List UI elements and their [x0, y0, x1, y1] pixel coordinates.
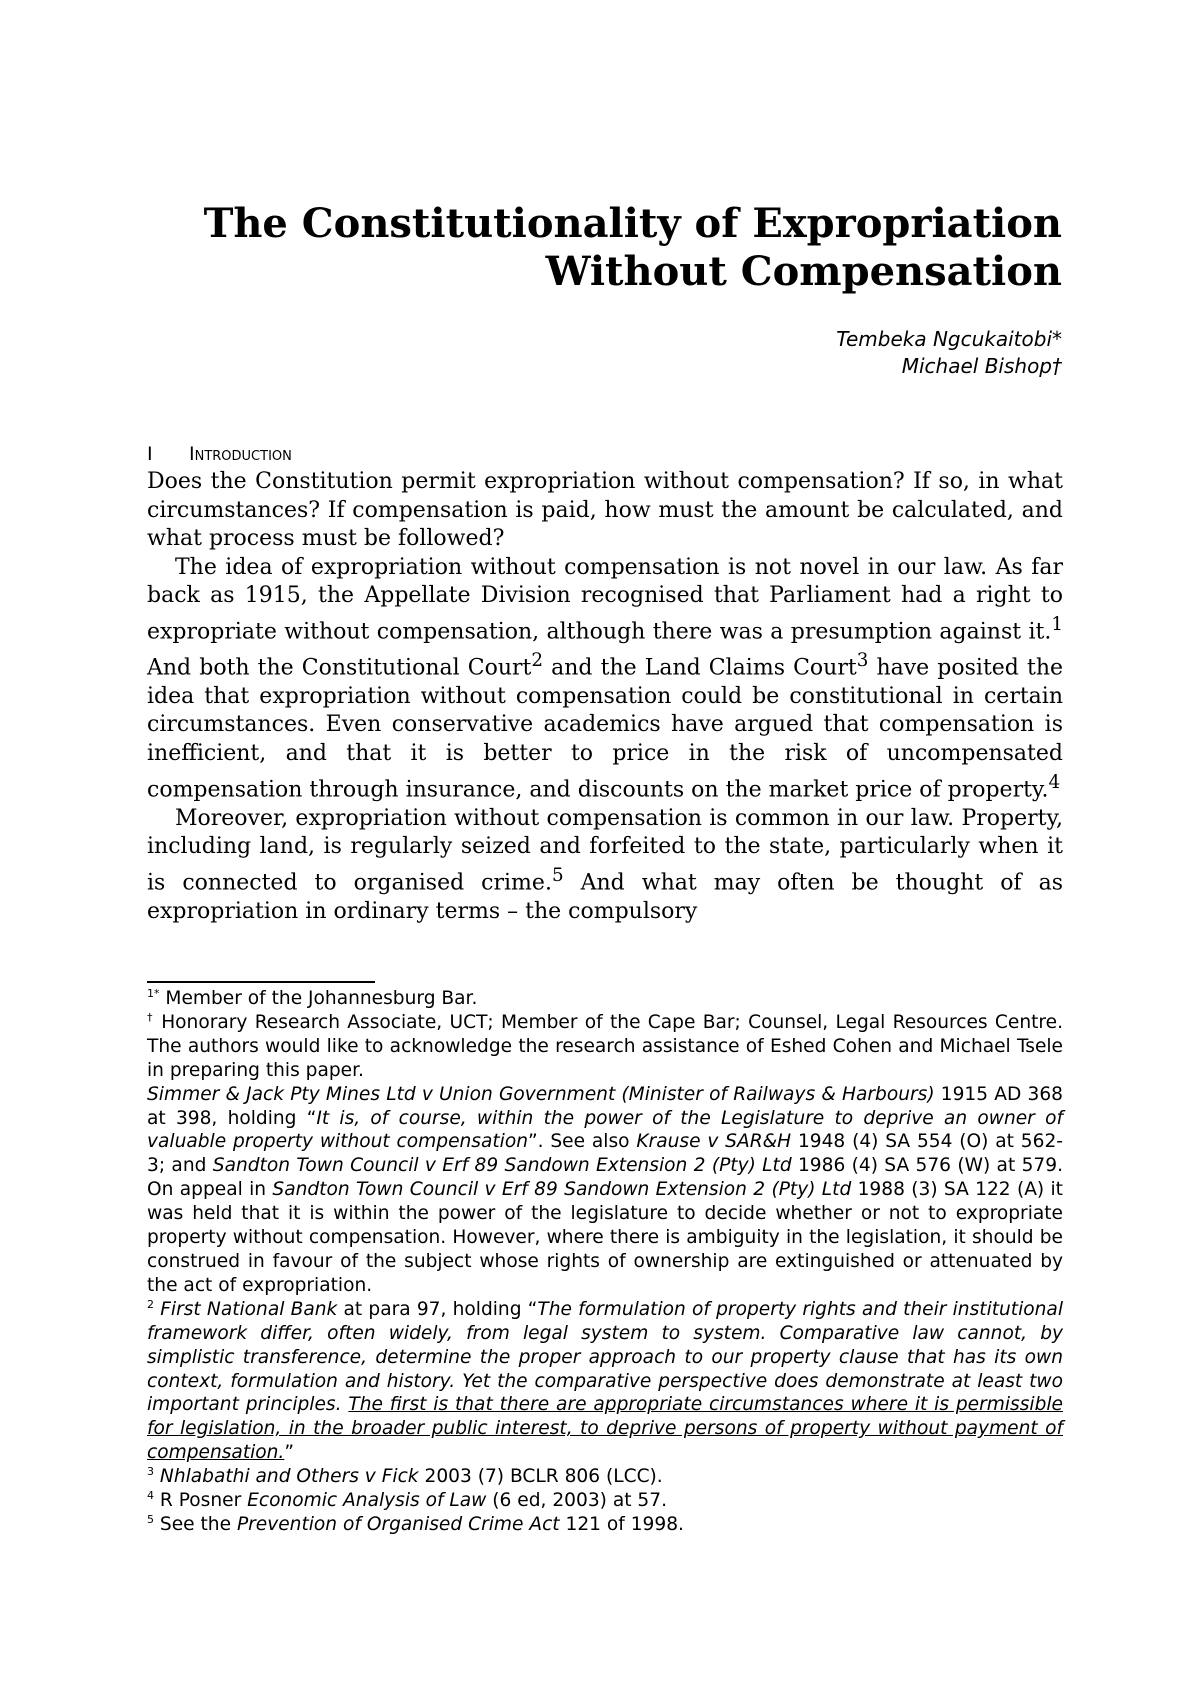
act-title: Prevention of Organised Crime Act	[236, 1513, 560, 1535]
footnote: $^2$ First National Bank at para 97, holding “The formulation of property rights and their institutional framework differ, often widely, from legal system to system. Comparative law cannot, by simplistic transference, determine the proper approach to our property clause that has its own context, formulation and history. Yet the comparative perspective does demonstrate at least two important principles. The first is that there are appropriate circumstances where it is permissible for legislation, in the broader public interest, to deprive persons of property without payment of compensation.”	[147, 1297, 1063, 1464]
footnote: $^4$ R Posner Economic Analysis of Law (6 ed, 2003) at 57.	[147, 1488, 667, 1512]
footnote: $^3$ Nhlabathi and Others v Fick 2003 (7) BCLR 806 (LCC).	[147, 1464, 663, 1488]
author-name: Michael Bishop†	[901, 354, 1062, 378]
paper-title	[140, 200, 1062, 296]
case-name: Krause v SAR&H	[636, 1131, 792, 1153]
body-paragraph: Moreover, expropriation without compensation is common in our law. Property, including land, is regularly seized and forfeited to the state, particularly when it is connected to organised crime.$^5$ And what may often be thought of as expropriation in ordinary terms – the compulsory	[147, 805, 1063, 924]
section-number: I	[147, 443, 153, 465]
book-title: Economic Analysis of Law	[247, 1490, 487, 1512]
title-line-1: The Constitutionality of Expropriation	[203, 200, 1062, 247]
footnote-ref[interactable]: 3	[856, 649, 869, 671]
case-name: Simmer & Jack Pty Mines Ltd v Union Government (Minister of Railways & Harbours)	[147, 1083, 935, 1105]
case-name: Sandton Town Council v Erf 89 Sandown Extension 2 (Pty) Ltd	[272, 1179, 852, 1201]
case-name: Sandton Town Council v Erf 89 Sandown Extension 2 (Pty) Ltd	[212, 1155, 792, 1177]
footnotes	[147, 987, 1063, 1537]
body-paragraph: Does the Constitution permit expropriation without compensation? If so, in what circumstances? If compensation is paid, how must the amount be calculated, and what process must be followed?	[147, 469, 1063, 552]
case-name: First National Bank	[160, 1298, 338, 1320]
footnote-ref[interactable]: 2	[531, 649, 544, 671]
footnote-ref[interactable]: 1	[1051, 613, 1063, 635]
footnote-separator	[147, 981, 375, 983]
case-name: Nhlabathi and Others v Fick	[159, 1466, 419, 1488]
author-name: Tembeka Ngcukaitobi*	[836, 327, 1062, 351]
body-text	[147, 468, 1063, 926]
footnote: † Honorary Research Associate, UCT; Member of the Cape Bar; Counsel, Legal Resources Centre. The authors would like to acknowledge the research assistance of Eshed Cohen and Michael Tsele in preparing this paper.	[147, 1010, 1063, 1081]
author-block	[140, 326, 1062, 380]
title-line-2: Without Compensation	[545, 248, 1062, 295]
footnote: Simmer & Jack Pty Mines Ltd v Union Government (Minister of Railways & Harbours) 1915 AD 368 at 398, holding “It is, of course, within the power of the Legislature to deprive an owner of valuable property without compensation”. See also Krause v SAR&H 1948 (4) SA 554 (O) at 562-3; and Sandton Town Council v Erf 89 Sandown Extension 2 (Pty) Ltd 1986 (4) SA 576 (W) at 579. On appeal in Sandton Town Council v Erf 89 Sandown Extension 2 (Pty) Ltd 1988 (3) SA 122 (A) it was held that it is within the power of the legislature to decide whether or not to expropriate property without compensation. However, where there is ambiguity in the legislation, it should be construed in favour of the subject whose rights of ownership are extinguished or attenuated by the act of expropriation.	[147, 1083, 1063, 1296]
footnote: $^5$ See the Prevention of Organised Crime Act 121 of 1998.	[147, 1512, 684, 1535]
footnote-ref[interactable]: 5	[551, 864, 564, 886]
section-heading	[147, 442, 292, 466]
footnote-ref[interactable]: 4	[1048, 771, 1061, 793]
quotation-underlined: The first is that there are appropriate circumstances where it is permissible for legislation, in the broader public interest, to deprive persons of property without payment of compensation.	[147, 1394, 1063, 1464]
section-title: Introduction	[189, 443, 292, 465]
quotation: It is, of course, within the power of the Legislature to deprive an owner of valuable property without compensation	[147, 1107, 1063, 1153]
quotation: The formulation of property rights and their institutional framework differ, often widely, from legal system to system. Comparative law cannot, by simplistic transference, determine the proper approach to our property clause that has its own context, formulation and history. Yet the comparative perspective does demonstrate at least two important principles.	[147, 1298, 1063, 1416]
footnote: $^{1*}$ Member of the Johannesburg Bar.	[147, 986, 478, 1009]
body-paragraph: The idea of expropriation without compensation is not novel in our law. As far back as 1915, the Appellate Division recognised that Parliament had a right to expropriate without compensation, although there was a presumption against it.$^1$ And both the Constitutional Court$^2$ and the Land Claims Court$^3$ have posited the idea that expropriation without compensation could be constitutional in certain circumstances. Even conservative academics have argued that compensation is inefficient, and that it is better to price in the risk of uncompensated compensation through insurance, and discounts on the market price of property.$^4$	[147, 554, 1064, 802]
